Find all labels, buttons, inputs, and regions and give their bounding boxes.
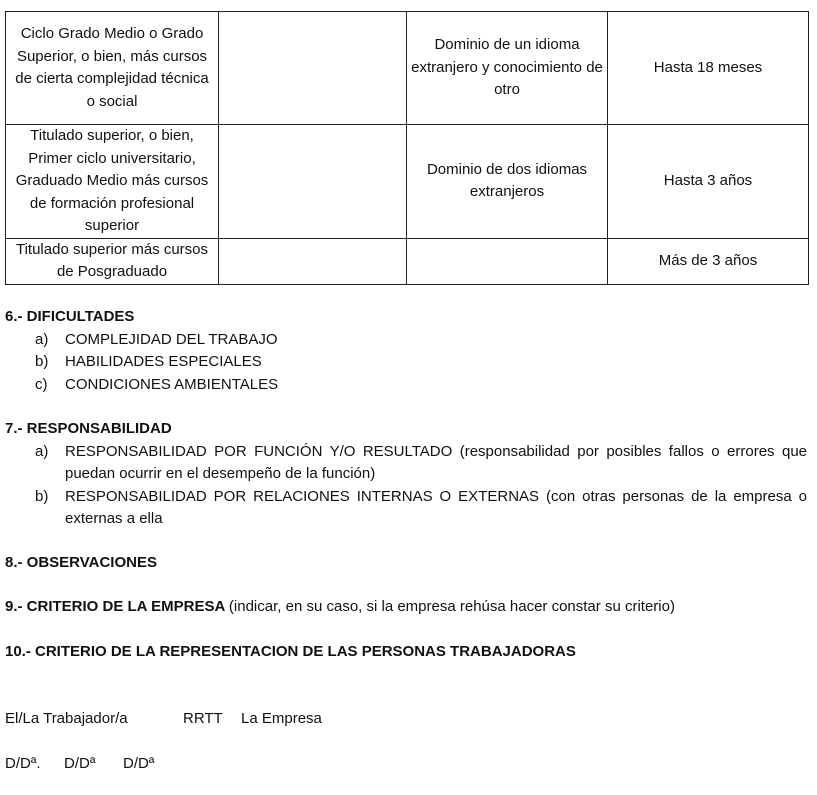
list-item-text: HABILIDADES ESPECIALES <box>65 353 262 370</box>
signature-names <box>5 753 807 776</box>
signature-name-rrtt: D/Dª <box>64 755 96 772</box>
table-cell <box>407 238 608 284</box>
list-item <box>5 486 807 531</box>
table-cell: Dominio de dos idiomas extranjeros <box>407 125 608 239</box>
list-marker: b) <box>35 487 49 505</box>
list-item-text: RESPONSABILIDAD POR RELACIONES INTERNAS O EXTERNAS (con otras personas de la empresa o externas a ella <box>65 487 807 527</box>
table-cell <box>219 12 407 125</box>
table-cell: Hasta 3 años <box>608 125 809 239</box>
signature-name-worker: D/Dª. <box>5 755 41 772</box>
section-title: 9.- CRITERIO DE LA EMPRESA <box>5 598 225 615</box>
signature-label-rrtt: RRTT <box>183 710 223 727</box>
table-cell: Hasta 18 meses <box>608 12 809 125</box>
table-cell <box>219 238 407 284</box>
list-item <box>5 329 807 352</box>
table-cell: Más de 3 años <box>608 238 809 284</box>
section-observations-title: 8.- OBSERVACIONES <box>5 554 157 571</box>
table-cell: Ciclo Grado Medio o Grado Superior, o bien, más cursos de cierta complejidad técnica o social <box>6 12 219 125</box>
list-marker: c) <box>35 375 48 393</box>
signature-labels <box>5 708 807 731</box>
table-row <box>6 12 809 125</box>
signature-label-company: La Empresa <box>241 710 322 727</box>
list-item <box>5 374 807 397</box>
list-item-text: CONDICIONES AMBIENTALES <box>65 375 279 393</box>
section-title: 7.- RESPONSABILIDAD <box>5 420 172 437</box>
section-note: (indicar, en su caso, si la empresa rehúsa hacer constar su criterio) <box>228 598 675 615</box>
list-item <box>5 441 807 486</box>
list-item-text: COMPLEJIDAD DEL TRABAJO <box>65 330 278 348</box>
table-cell <box>219 125 407 239</box>
difficulties-list <box>5 329 807 397</box>
section-title: 6.- DIFICULTADES <box>5 308 135 325</box>
table-cell: Titulado superior más cursos de Posgraduado <box>6 238 219 284</box>
list-marker: b) <box>35 353 49 370</box>
section-responsibility <box>5 418 807 531</box>
table-cell: Dominio de un idioma extranjero y conocimiento de otro <box>407 12 608 125</box>
table-cell: Titulado superior, o bien, Primer ciclo universitario, Graduado Medio más cursos de formación profesional superior <box>6 125 219 239</box>
qualification-table <box>5 11 809 285</box>
table-row <box>6 238 809 284</box>
signature-name-company: D/Dª <box>123 755 155 772</box>
signature-label-worker: El/La Trabajador/a <box>5 710 128 727</box>
section-workers-criterion-title: 10.- CRITERIO DE LA REPRESENTACION DE LAS PERSONAS TRABAJADORAS <box>5 643 576 660</box>
list-marker: a) <box>35 330 49 348</box>
list-marker: a) <box>35 442 49 460</box>
list-item-text: RESPONSABILIDAD POR FUNCIÓN Y/O RESULTADO (responsabilidad por posibles fallos o errores que puedan ocurrir en el desempeño de la función) <box>65 442 807 482</box>
responsibility-list <box>5 441 807 531</box>
table-row <box>6 125 809 239</box>
section-difficulties <box>5 306 807 396</box>
section-company-criterion <box>5 596 807 619</box>
list-item <box>5 351 807 374</box>
